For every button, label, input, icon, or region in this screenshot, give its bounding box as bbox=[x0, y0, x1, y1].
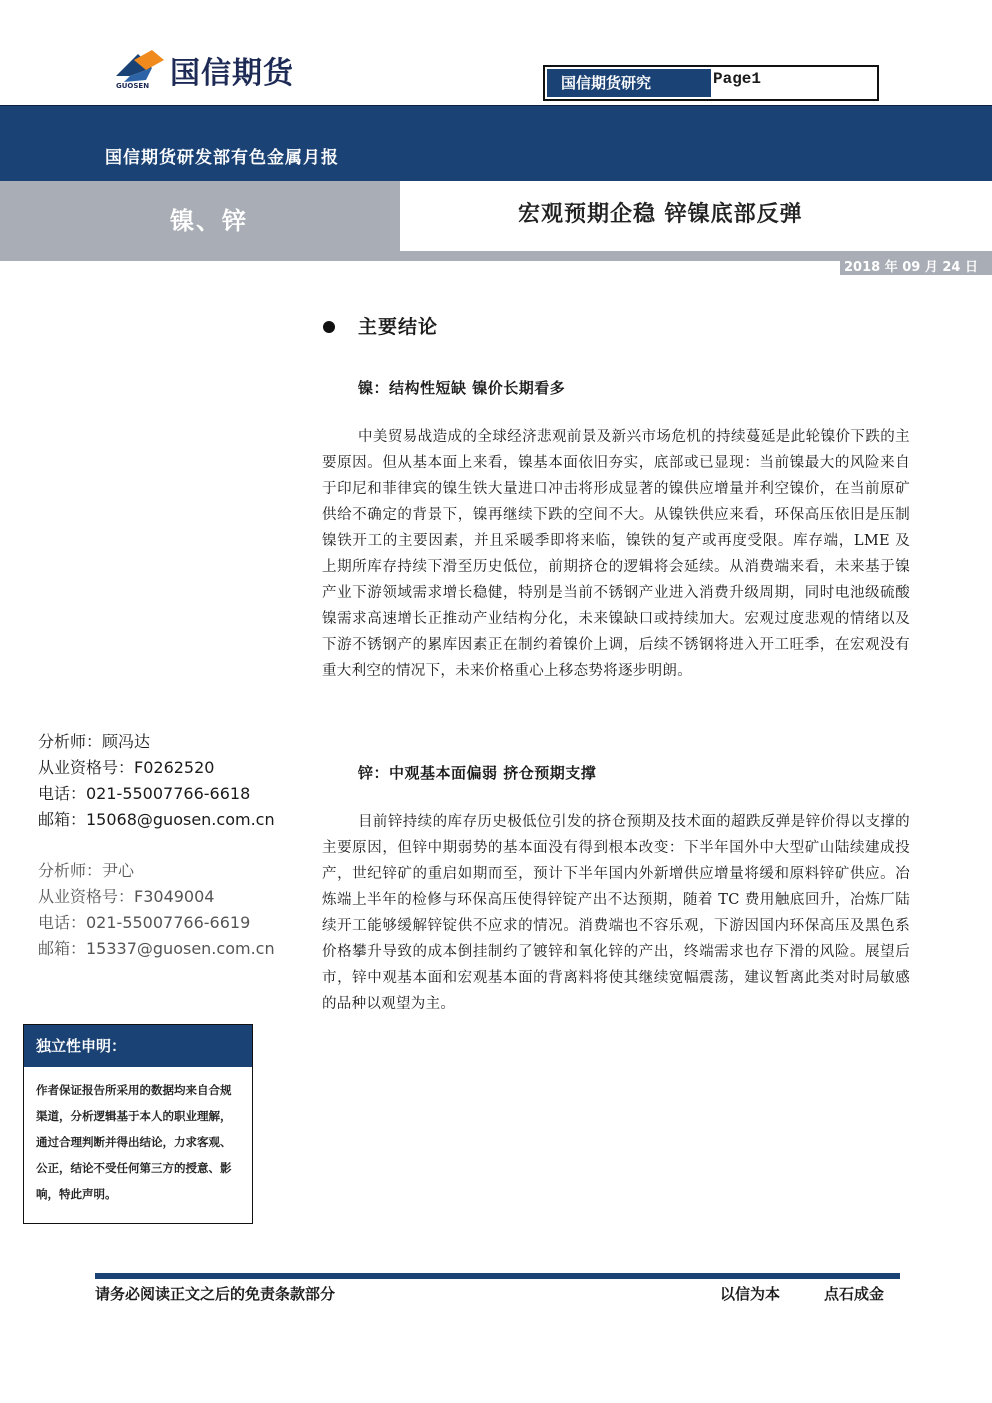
analyst-phone: 电话：021-55007766-6619 bbox=[38, 913, 251, 932]
analyst-contact-2 bbox=[38, 858, 275, 962]
zinc-heading: 锌：中观基本面偏弱 挤仓预期支撑 bbox=[358, 764, 597, 782]
analyst-license: 从业资格号：F3049004 bbox=[38, 887, 215, 906]
report-date: 2018 年 09 月 24 日 bbox=[844, 260, 978, 275]
analyst-name: 分析师：尹心 bbox=[38, 861, 135, 880]
nickel-paragraph: 中美贸易战造成的全球经济悲观前景及新兴市场危机的持续蔓延是此轮镍价下跌的主要原因。但从基本面上来看，镍基本面依旧夯实，底部或已显现：当前镍最大的风险来自于印尼和菲律宾的镍生铁大量进口冲击将形成显著的镍供应增量并利空镍价，在当前原矿供给不确定的背景下，镍再继续下跌的空间不大。从镍铁供应来看，环保高压依旧是压制镍铁开工的主要因素，并且采暖季即将来临，镍铁的复产或再度受限。库存端，LME 及上期所库存持续下滑至历史低位，前期挤仓的逻辑将会延续。从消费端来看，未来基于镍产业下游领域需求增长稳健，特别是当前不锈钢产业进入消费升级周期，同时电池级硫酸镍需求高速增长正推动产业结构分化，未来镍缺口或持续加大。宏观过度悲观的情绪以及下游不锈钢产的累库因素正在制约着镍价上调，后续不锈钢将进入开工旺季，在宏观没有重大利空的情况下，未来价格重心上移态势将逐步明朗。 bbox=[322, 429, 910, 679]
analyst-license: 从业资格号：F0262520 bbox=[38, 758, 215, 777]
analyst-email: 邮箱：15068@guosen.com.cn bbox=[38, 810, 275, 829]
footer-divider bbox=[95, 1273, 900, 1279]
section-title: 主要结论 bbox=[358, 316, 439, 338]
company-logo bbox=[112, 46, 362, 96]
product-band bbox=[0, 181, 400, 251]
headline-band bbox=[400, 181, 992, 251]
analyst-contact-1 bbox=[38, 729, 275, 833]
product-name: 镍、锌 bbox=[170, 206, 248, 235]
logo-name: 国信期货 bbox=[170, 56, 294, 91]
statement-body: 作者保证报告所采用的数据均来自合规渠道，分析逻辑基于本人的职业理解，通过合理判断并得出结论，力求客观、公正，结论不受任何第三方的授意、影响，特此声明。 bbox=[36, 1083, 232, 1201]
disclaimer-notice: 请务必阅读正文之后的免责条款部分 bbox=[95, 1285, 336, 1303]
date-tab bbox=[840, 253, 992, 275]
independence-statement bbox=[23, 1024, 253, 1224]
footer-motto: 以信为本 bbox=[720, 1285, 781, 1303]
department-title: 国信期货研发部有色金属月报 bbox=[105, 148, 339, 168]
research-label-box bbox=[543, 65, 879, 101]
bullet-icon bbox=[323, 321, 335, 333]
nickel-heading: 镍：结构性短缺 镍价长期看多 bbox=[358, 379, 566, 397]
footer-motto: 点石成金 bbox=[824, 1285, 885, 1303]
zinc-paragraph: 目前锌持续的库存历史极低位引发的挤仓预期及技术面的超跌反弹是锌价得以支撑的主要原因，但锌中期弱势的基本面没有得到根本改变：下半年国外中大型矿山陆续建成投产，世纪锌矿的重启如期而至，预计下半年国内外新增供应增量将缓和原料锌矿供应。冶炼端上半年的检修与环保高压使得锌锭产出不达预期，随着 TC 费用触底回升，冶炼厂陆续开工能够缓解锌锭供不应求的情况。消费端也不容乐观，下游因国内环保高压及黑色系价格攀升导致的成本倒挂制约了镀锌和氧化锌的产出，终端需求也存下滑的风险。展望后市，锌中观基本面和宏观基本面的背离料将使其继续宽幅震荡，建议暂离此类对时局敏感的品种以观望为主。 bbox=[322, 814, 910, 1012]
analyst-email: 邮箱：15337@guosen.com.cn bbox=[38, 939, 275, 958]
department-band bbox=[0, 105, 992, 181]
page-number: Page1 bbox=[713, 70, 762, 88]
research-label: 国信期货研究 bbox=[547, 69, 711, 97]
statement-title: 独立性申明： bbox=[24, 1025, 252, 1067]
analyst-phone: 电话：021-55007766-6618 bbox=[38, 784, 251, 803]
logo-subtitle: GUOSEN bbox=[116, 82, 150, 90]
report-headline: 宏观预期企稳 锌镍底部反弹 bbox=[518, 201, 803, 227]
analyst-name: 分析师：顾冯达 bbox=[38, 732, 151, 751]
